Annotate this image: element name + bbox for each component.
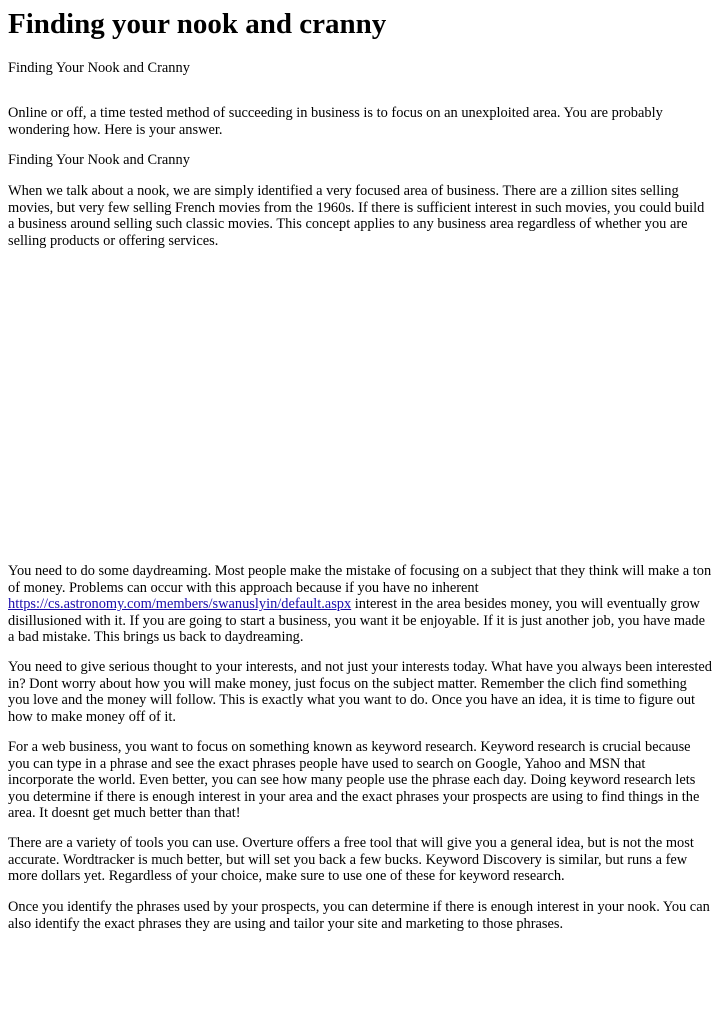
page-title: Finding your nook and cranny (8, 8, 387, 40)
daydream-text-before-link: You need to do some daydreaming. Most people make the mistake of focusing on a subject that they think will make a ton of money. Problems can occur with this approach because if you have no inherent (8, 563, 712, 596)
article-subtitle: Finding Your Nook and Cranny (8, 60, 190, 76)
final-paragraph: Once you identify the phrases used by your prospects, you can determine if there is enough interest in your nook. You can also identify the exact phrases they are using and tailor your site and marketing to those phrases. (8, 899, 710, 932)
nook-paragraph: When we talk about a nook, we are simply identified a very focused area of business. There are a zillion sites selling movies, but very few selling French movies from the 1960s. If there is sufficient interest in such movies, you could build a business around selling such classic movies. This concept applies to any business area regardless of whether you are selling products or offering services. (8, 183, 705, 249)
daydream-text-after-link: interest in the area besides money, you will eventually grow disillusioned with it. If you are going to start a business, you want it be enjoyable. If it is just another job, you have made a bad mistake. This brings us back to daydreaming. (8, 596, 706, 645)
blank-ad-space (8, 258, 712, 548)
intro-paragraph: Online or off, a time tested method of succeeding in business is to focus on an unexploited area. You are probably wondering how. Here is your answer. (8, 105, 663, 138)
daydream-paragraph (8, 563, 712, 646)
tools-paragraph: There are a variety of tools you can use. Overture offers a free tool that will give you a general idea, but is not the most accurate. Wordtracker is much better, but will set you back a few bucks. Keyword Discovery is similar, but runs a few more dollars yet. Regardless of your choice, make sure to use one of these for keyword research. (8, 835, 694, 884)
astronomy-profile-link[interactable]: https://cs.astronomy.com/members/swanuslyin/default.aspx (8, 596, 352, 612)
article-subtitle-repeat: Finding Your Nook and Cranny (8, 152, 190, 168)
interests-paragraph: You need to give serious thought to your interests, and not just your interests today. What have you always been interested in? Dont worry about how you will make money, just focus on the subject matter. Remember the clich find something you love and the money will follow. This is exactly what you want to do. Once you have an idea, it is time to figure out how to make money off of it. (8, 659, 712, 725)
keyword-research-paragraph: For a web business, you want to focus on something known as keyword research. Keyword research is crucial because you can type in a phrase and see the exact phrases people have used to search on Google, Yahoo and MSN that incorporate the world. Even better, you can see how many people use the phrase each day. Doing keyword research lets you determine if there is enough interest in your area and the exact phrases your prospects are using to find things in the area. It doesnt get much better than that! (8, 739, 700, 821)
